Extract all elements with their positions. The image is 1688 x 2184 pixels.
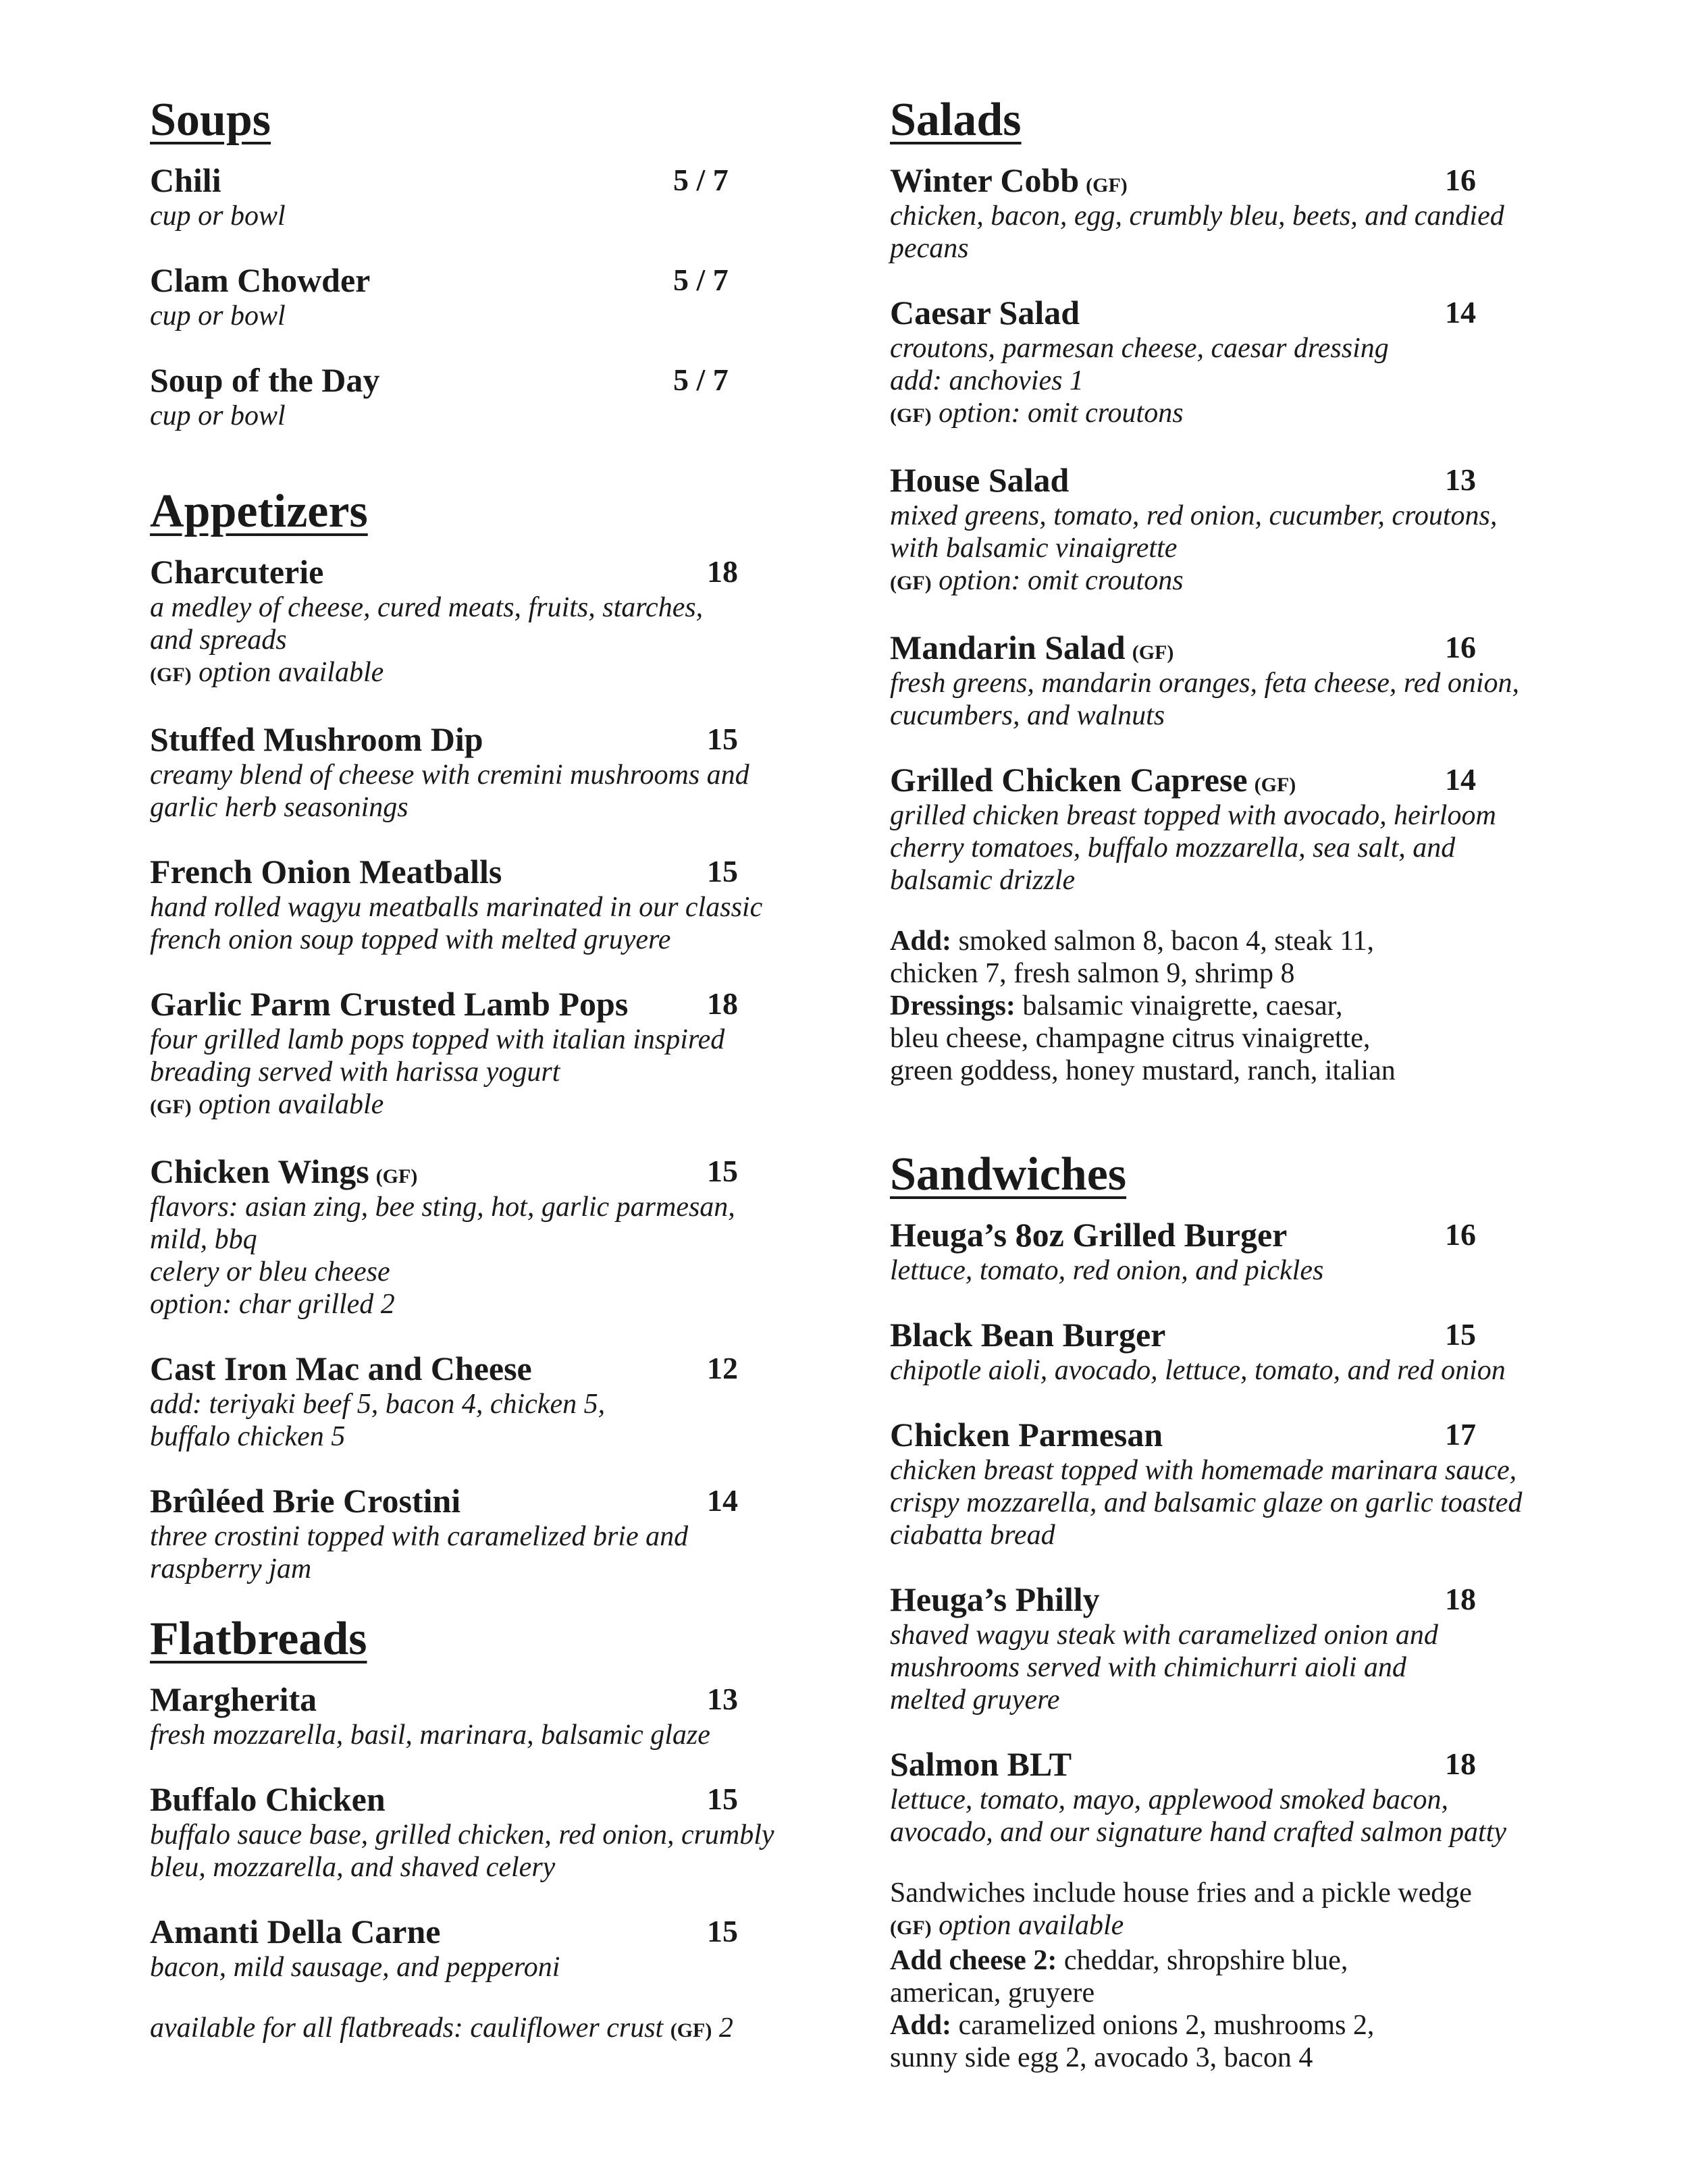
menu-item-header — [890, 460, 1565, 500]
item-description: breading served with harissa yogurt — [150, 1057, 560, 1088]
item-name: Grilled Chicken Caprese — [890, 761, 1248, 799]
gluten-free-option — [890, 397, 1565, 432]
item-name: Salmon BLT — [890, 1745, 1072, 1783]
item-price: 16 — [1445, 1217, 1476, 1252]
sandwiches-section — [890, 1148, 1565, 2074]
gluten-free-tag: (GF) — [150, 1096, 192, 1118]
menu-item-header — [890, 293, 1565, 332]
footnote-text: available for all flatbreads: cauliflower crust — [150, 2013, 664, 2044]
item-description: with balsamic vinaigrette — [890, 533, 1178, 564]
menu-item-header — [150, 1349, 825, 1388]
flatbreads-heading: Flatbreads — [150, 1613, 367, 1665]
menu-item-header — [890, 161, 1565, 200]
flatbreads-section — [150, 1612, 825, 2047]
add-cheese-label: Add cheese 2: — [890, 1945, 1057, 1976]
menu-item — [890, 1215, 1565, 1287]
item-description: chicken breast topped with homemade marinara sauce, — [890, 1455, 1517, 1486]
menu-item — [890, 760, 1565, 897]
item-price: 14 — [707, 1483, 738, 1518]
gluten-free-option — [890, 564, 1565, 600]
gluten-free-tag: (GF) — [890, 1917, 932, 1939]
menu-item — [150, 261, 825, 332]
soups-section — [150, 93, 825, 460]
item-description: fresh mozzarella, basil, marinara, balsamic glaze — [150, 1720, 710, 1751]
sandwich-add-text: sunny side egg 2, avocado 3, bacon 4 — [890, 2042, 1313, 2073]
menu-item-header — [890, 1744, 1565, 1784]
item-price: 5 / 7 — [673, 163, 729, 197]
item-description: mushrooms served with chimichurri aioli and — [890, 1652, 1406, 1683]
salads-heading: Salads — [890, 94, 1022, 146]
menu-item-header — [150, 261, 825, 300]
item-price: 14 — [1445, 295, 1476, 329]
item-description: add: teriyaki beef 5, bacon 4, chicken 5, — [150, 1389, 606, 1420]
menu-item-header — [150, 161, 825, 200]
menu-item — [150, 552, 825, 691]
menu-item — [150, 1349, 825, 1453]
item-description: mixed greens, tomato, red onion, cucumber, croutons, — [890, 500, 1498, 531]
item-description: option: char grilled 2 — [150, 1289, 395, 1320]
gluten-free-option-text: option: omit croutons — [939, 398, 1184, 429]
item-name: Mandarin Salad — [890, 629, 1126, 666]
menu-item — [890, 460, 1565, 600]
item-price: 18 — [1445, 1582, 1476, 1616]
item-description: add: anchovies 1 — [890, 365, 1084, 396]
item-price: 15 — [1445, 1317, 1476, 1352]
item-price: 12 — [707, 1351, 738, 1385]
item-description: lettuce, tomato, red onion, and pickles — [890, 1255, 1324, 1286]
item-description: cucumbers, and walnuts — [890, 700, 1165, 731]
salad-add-text: chicken 7, fresh salmon 9, shrimp 8 — [890, 958, 1295, 989]
item-name: Stuffed Mushroom Dip — [150, 720, 483, 758]
salad-add-label: Add: — [890, 926, 952, 957]
footnote-price: 2 — [718, 2013, 733, 2044]
menu-item-header — [150, 984, 825, 1023]
item-description: three crostini topped with caramelized brie and — [150, 1521, 689, 1552]
item-price: 15 — [707, 1154, 738, 1188]
item-name: Black Bean Burger — [890, 1316, 1166, 1354]
gluten-free-tag: (GF) — [670, 2019, 712, 2042]
item-description: raspberry jam — [150, 1553, 312, 1584]
item-price: 15 — [707, 722, 738, 756]
menu-item — [150, 984, 825, 1123]
dressings-line — [890, 990, 1565, 1022]
menu-item — [150, 161, 825, 232]
item-name: Soup of the Day — [150, 361, 380, 399]
menu-item-header — [150, 1152, 825, 1191]
item-price: 14 — [1445, 762, 1476, 797]
sandwich-add-label: Add: — [890, 2010, 952, 2041]
item-description: ciabatta bread — [890, 1520, 1055, 1551]
item-price: 15 — [707, 854, 738, 888]
item-description: fresh greens, mandarin oranges, feta cheese, red onion, — [890, 668, 1520, 699]
item-description: garlic herb seasonings — [150, 792, 408, 823]
sandwich-include-note: Sandwiches include house fries and a pickle wedge — [890, 1877, 1472, 1909]
item-name: Brûléed Brie Crostini — [150, 1482, 461, 1520]
menu-item — [890, 293, 1565, 432]
sandwich-notes — [890, 1877, 1565, 2074]
menu-item — [150, 1481, 825, 1585]
menu-item — [890, 1315, 1565, 1387]
item-name: Amanti Della Carne — [150, 1913, 441, 1950]
item-price: 15 — [707, 1914, 738, 1948]
item-description: shaved wagyu steak with caramelized onion and — [890, 1620, 1438, 1651]
item-description: cherry tomatoes, buffalo mozzarella, sea salt, and — [890, 832, 1456, 863]
item-price: 18 — [707, 986, 738, 1021]
menu-item — [150, 720, 825, 824]
salad-add-line — [890, 925, 1565, 957]
menu-item — [890, 1580, 1565, 1716]
item-description: crispy mozzarella, and balsamic glaze on garlic toasted — [890, 1487, 1523, 1518]
flatbread-footnote — [150, 2012, 825, 2047]
item-name: Caesar Salad — [890, 294, 1080, 331]
item-name: Chili — [150, 161, 221, 199]
item-description: flavors: asian zing, bee sting, hot, garlic parmesan, — [150, 1192, 735, 1223]
item-price: 13 — [1445, 462, 1476, 497]
menu-item — [890, 1415, 1565, 1551]
item-name: Margherita — [150, 1680, 317, 1718]
menu-item — [150, 1680, 825, 1751]
item-name: Chicken Parmesan — [890, 1416, 1163, 1454]
item-price: 18 — [1445, 1747, 1476, 1781]
item-description: chicken, bacon, egg, crumbly bleu, beets, and candied — [890, 201, 1504, 232]
menu-item-header — [150, 552, 825, 591]
dressings-label: Dressings: — [890, 990, 1016, 1021]
menu-item-header — [150, 361, 825, 400]
item-description: avocado, and our signature hand crafted salmon patty — [890, 1817, 1507, 1848]
appetizers-heading: Appetizers — [150, 485, 368, 537]
item-name: French Onion Meatballs — [150, 853, 502, 890]
gluten-free-option — [890, 1909, 1565, 1944]
menu-item-header — [890, 1215, 1565, 1254]
menu-item-header — [890, 760, 1565, 799]
item-description: grilled chicken breast topped with avocado, heirloom — [890, 800, 1496, 831]
menu-item-header — [890, 1580, 1565, 1619]
item-description: chipotle aioli, avocado, lettuce, tomato, and red onion — [890, 1355, 1506, 1386]
soups-heading: Soups — [150, 94, 271, 146]
item-description: french onion soup topped with melted gruyere — [150, 924, 671, 955]
item-name: Heuga’s 8oz Grilled Burger — [890, 1216, 1288, 1254]
item-description: cup or bowl — [150, 300, 286, 331]
add-cheese-text: cheddar, shropshire blue, — [1063, 1945, 1348, 1976]
gluten-free-tag: (GF) — [150, 664, 192, 686]
item-price: 5 / 7 — [673, 363, 729, 397]
item-name: House Salad — [890, 461, 1070, 499]
item-price: 13 — [707, 1682, 738, 1716]
item-description: bacon, mild sausage, and pepperoni — [150, 1952, 560, 1983]
item-description: balsamic drizzle — [890, 865, 1076, 896]
dressings-text: balsamic vinaigrette, caesar, — [1022, 990, 1343, 1021]
sandwich-add-text: caramelized onions 2, mushrooms 2, — [958, 2010, 1375, 2041]
item-description: four grilled lamb pops topped with italian inspired — [150, 1024, 725, 1055]
menu-item-header — [150, 852, 825, 891]
menu-item — [150, 1912, 825, 1983]
gluten-free-tag: (GF) — [1132, 641, 1174, 664]
item-name: Heuga’s Philly — [890, 1580, 1100, 1618]
gluten-free-option — [150, 1088, 825, 1123]
item-description: croutons, parmesan cheese, caesar dressing — [890, 333, 1389, 364]
salad-add-text: smoked salmon 8, bacon 4, steak 11, — [958, 926, 1375, 957]
gluten-free-tag: (GF) — [1086, 174, 1128, 196]
item-price: 18 — [707, 554, 738, 589]
item-name: Chicken Wings — [150, 1152, 369, 1190]
sandwich-add-line — [890, 2009, 1565, 2042]
item-name: Winter Cobb — [890, 161, 1080, 199]
item-description: melted gruyere — [890, 1684, 1060, 1715]
item-description: and spreads — [150, 624, 287, 656]
add-cheese-text: american, gruyere — [890, 1977, 1095, 2008]
item-description: celery or bleu cheese — [150, 1256, 390, 1287]
item-description: cup or bowl — [150, 201, 286, 232]
menu-item-header — [150, 1481, 825, 1520]
gluten-free-option-text: option available — [199, 1089, 384, 1120]
menu-item-header — [150, 1680, 825, 1719]
dressings-text: bleu cheese, champagne citrus vinaigrette, — [890, 1023, 1371, 1054]
item-description: buffalo sauce base, grilled chicken, red onion, crumbly — [150, 1819, 774, 1850]
item-name: Charcuterie — [150, 553, 324, 591]
gluten-free-tag: (GF) — [890, 404, 932, 427]
menu-item — [150, 852, 825, 956]
item-name: Garlic Parm Crusted Lamb Pops — [150, 985, 629, 1023]
sandwiches-heading: Sandwiches — [890, 1148, 1127, 1200]
menu-item — [150, 361, 825, 432]
menu-item-header — [890, 1415, 1565, 1454]
menu-item — [890, 628, 1565, 732]
item-description: bleu, mozzarella, and shaved celery — [150, 1852, 556, 1883]
appetizers-section — [150, 485, 825, 1614]
menu-item-header — [150, 1780, 825, 1819]
gluten-free-option — [150, 656, 825, 691]
gluten-free-tag: (GF) — [375, 1165, 418, 1188]
add-cheese-line — [890, 1944, 1565, 1977]
gluten-free-option-text: option available — [199, 657, 384, 688]
item-price: 17 — [1445, 1417, 1476, 1451]
menu-item — [890, 1744, 1565, 1848]
item-name: Cast Iron Mac and Cheese — [150, 1350, 532, 1387]
item-price: 16 — [1445, 630, 1476, 664]
gluten-free-option-text: option: omit croutons — [939, 565, 1184, 596]
item-description: hand rolled wagyu meatballs marinated in our classic — [150, 892, 763, 923]
menu-item — [150, 1152, 825, 1321]
gluten-free-option-text: option available — [939, 1910, 1124, 1941]
menu-item-header — [890, 1315, 1565, 1354]
salads-section — [890, 93, 1565, 1087]
dressings-text: green goddess, honey mustard, ranch, italian — [890, 1055, 1396, 1086]
item-description: cup or bowl — [150, 400, 286, 431]
menu-item — [890, 161, 1565, 265]
item-price: 16 — [1445, 163, 1476, 197]
item-price: 5 / 7 — [673, 263, 729, 297]
item-description: a medley of cheese, cured meats, fruits, starches, — [150, 592, 704, 623]
item-name: Buffalo Chicken — [150, 1780, 386, 1818]
item-name: Clam Chowder — [150, 261, 371, 299]
item-description: buffalo chicken 5 — [150, 1421, 346, 1452]
gluten-free-tag: (GF) — [890, 572, 932, 594]
item-price: 15 — [707, 1782, 738, 1816]
salad-addons — [890, 925, 1565, 1087]
item-description: lettuce, tomato, mayo, applewood smoked bacon, — [890, 1784, 1448, 1815]
gluten-free-tag: (GF) — [1254, 774, 1296, 796]
menu-item-header — [150, 1912, 825, 1951]
item-description: creamy blend of cheese with cremini mushrooms and — [150, 760, 749, 791]
menu-item-header — [890, 628, 1565, 667]
menu-item — [150, 1780, 825, 1884]
item-description: pecans — [890, 233, 969, 264]
item-description: mild, bbq — [150, 1224, 257, 1255]
menu-item-header — [150, 720, 825, 759]
